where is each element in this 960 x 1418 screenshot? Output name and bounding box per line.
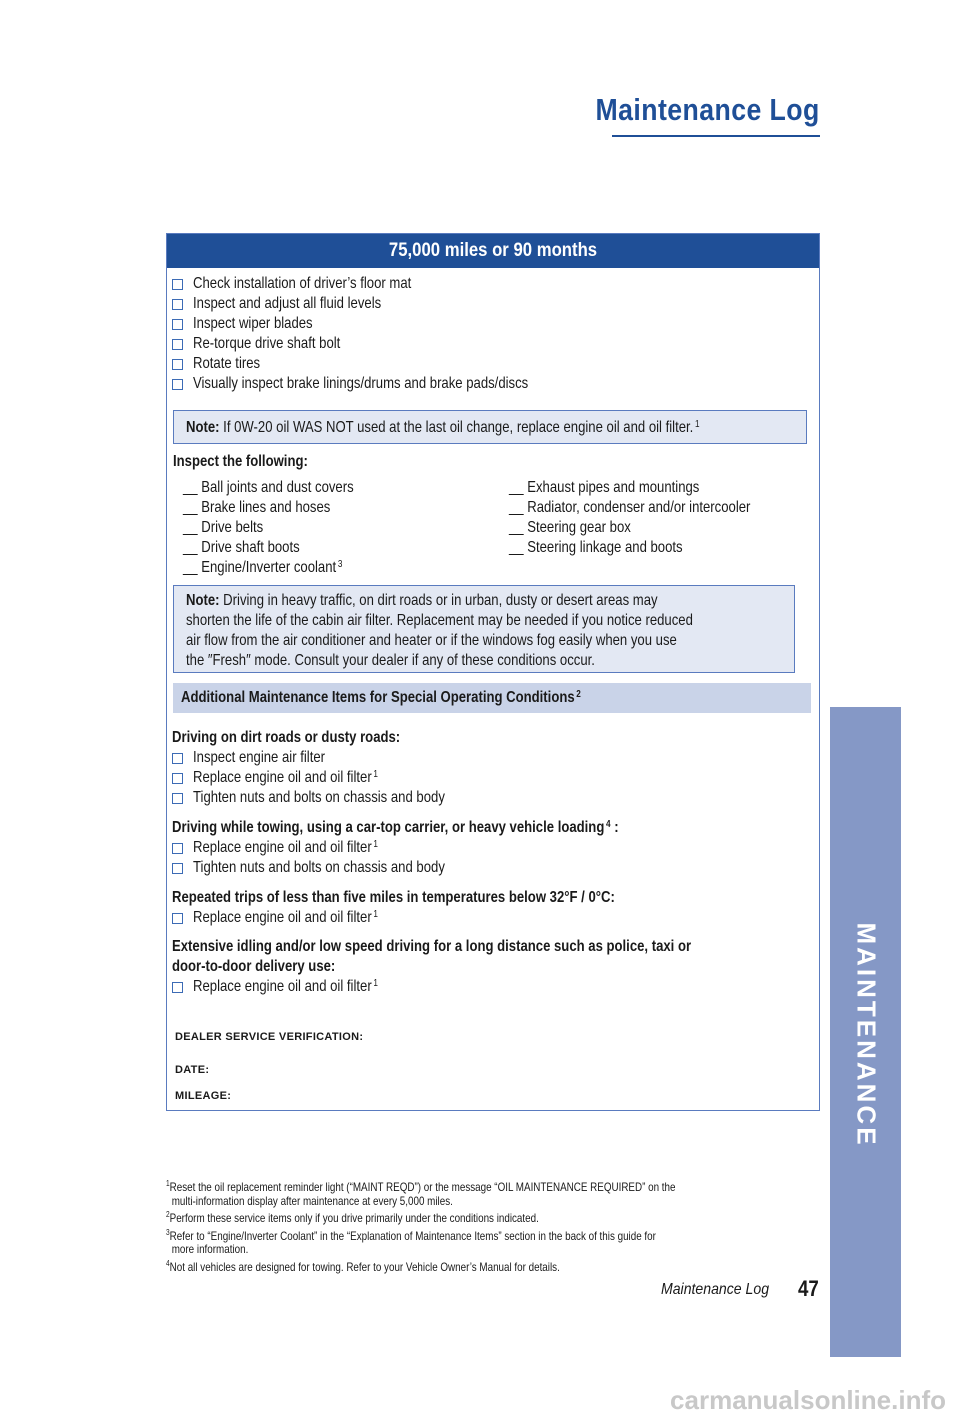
inspect-heading: Inspect the following: — [173, 453, 308, 470]
cabin-filter-note — [173, 585, 795, 673]
condition-heading: Driving on dirt roads or dusty roads: — [172, 729, 401, 746]
footnote-ref: 2 — [576, 689, 581, 700]
footnote-ref: 3 — [337, 559, 343, 570]
condition-item: Replace engine oil and oil filter — [193, 978, 372, 995]
footer-section-label: Maintenance Log — [661, 1281, 770, 1298]
inspect-item: __ Engine/Inverter coolant — [183, 559, 337, 576]
condition-item: Replace engine oil and oil filter — [193, 839, 372, 856]
condition-heading-tail: : — [610, 819, 619, 836]
note-text-line: Driving in heavy traffic, on dirt roads or in urban, dusty or desert areas may — [223, 592, 658, 609]
checklist-item-label: Visually inspect brake linings/drums and brake pads/discs — [193, 375, 529, 392]
inspect-item: __ Brake lines and hoses — [183, 499, 331, 516]
note-text: If 0W-20 oil WAS NOT used at the last oil change, replace engine oil and oil filter. — [223, 419, 694, 436]
checklist-item — [172, 334, 602, 354]
condition-item: Tighten nuts and bolts on chassis and body — [193, 859, 445, 876]
footnotes: $^1$Reset the oil replacement reminder light (“MAINT REQD”) or the message “OIL MAINTENANCE REQUIRED” on the multi-information display after maintenance at every 5,000 miles. $^2$Perform these service items only if you drive primarily under the conditions indicated. $^3$Refer to “Engine/Inverter Coolant” in the “Explanation of Maintenance Items” section in the back of this guide for more information. $^4$Not all vehicles are designed for towing. Refer to your Vehicle Owner’s Manual for details. — [166, 1179, 676, 1274]
checklist-item-label: Re-torque drive shaft bolt — [193, 335, 341, 352]
condition-item: Replace engine oil and oil filter — [193, 909, 372, 926]
footnote-ref: 1 — [373, 909, 378, 920]
inspect-item: __ Ball joints and dust covers — [183, 479, 354, 496]
checkbox[interactable] — [172, 319, 183, 330]
checklist-item-label: Check installation of driver’s floor mat — [193, 275, 412, 292]
checklist-item — [172, 374, 602, 394]
inspect-list-left — [183, 478, 391, 578]
interval-header — [167, 234, 819, 268]
interval-heading: 75,000 miles or 90 months — [388, 240, 598, 261]
inspect-item: __ Steering linkage and boots — [509, 539, 683, 556]
note-text-line: air flow from the air conditioner and heater or if the windows fog easily when you use — [186, 632, 677, 649]
note-label: Note: — [186, 592, 220, 609]
footnote-ref: 1 — [373, 839, 378, 850]
condition-item: Tighten nuts and bolts on chassis and body — [193, 789, 445, 806]
condition-heading-line2: door-to-door delivery use: — [172, 958, 336, 975]
checklist-item-label: Inspect wiper blades — [193, 315, 313, 332]
condition-heading: Extensive idling and/or low speed driving for a long distance such as police, taxi or — [172, 938, 692, 955]
checkbox[interactable] — [172, 793, 183, 804]
condition-item: Inspect engine air filter — [193, 749, 326, 766]
footnote-ref: 1 — [373, 769, 378, 780]
checkbox[interactable] — [172, 359, 183, 370]
mileage-label: MILEAGE: — [175, 1090, 232, 1102]
checkbox[interactable] — [172, 753, 183, 764]
checkbox[interactable] — [172, 339, 183, 350]
condition-item: Replace engine oil and oil filter — [193, 769, 372, 786]
special-conditions-heading: Additional Maintenance Items for Special Operating Conditions — [181, 689, 575, 706]
page-number: 47 — [798, 1276, 819, 1301]
footnote-text: Perform these service items only if you drive primarily under the conditions indicated. — [169, 1211, 539, 1225]
inspect-item: __ Steering gear box — [509, 519, 631, 536]
inspect-item: __ Drive belts — [183, 519, 264, 536]
inspect-item: __ Exhaust pipes and mountings — [509, 479, 700, 496]
footnote-text: Not all vehicles are designed for towing. Refer to your Vehicle Owner’s Manual for details. — [169, 1259, 560, 1274]
oil-note — [173, 410, 807, 444]
condition-heading: Repeated trips of less than five miles in temperatures below 32°F / 0°C: — [172, 889, 615, 906]
checklist-item-label: Rotate tires — [193, 355, 261, 372]
footnote-text: Reset the oil replacement reminder light (“MAINT REQD”) or the message “OIL MAINTENANCE REQUIRED” on the — [169, 1180, 676, 1194]
page-title: Maintenance Log — [595, 92, 820, 127]
checkbox[interactable] — [172, 843, 183, 854]
footnote-ref: 1 — [694, 419, 700, 430]
note-text-line: the ″Fresh″ mode. Consult your dealer if any of these conditions occur. — [186, 652, 595, 669]
checklist-item — [172, 274, 602, 294]
watermark: carmanualsonline.info — [670, 1385, 946, 1415]
condition-section — [172, 818, 717, 878]
footnote-ref: 4 — [605, 819, 611, 830]
section-side-tab-label: MAINTENANCE — [851, 922, 881, 1148]
checklist-item — [172, 314, 602, 334]
service-checklist — [172, 274, 602, 394]
footnote-text: Refer to “Engine/Inverter Coolant” in the “Explanation of Maintenance Items” section in the back of this guide for — [169, 1228, 656, 1243]
checklist-item-label: Inspect and adjust all fluid levels — [193, 295, 382, 312]
checkbox[interactable] — [172, 863, 183, 874]
condition-section — [172, 937, 805, 997]
condition-section — [172, 888, 712, 928]
footnote-ref: 1 — [373, 978, 378, 989]
condition-heading: Driving while towing, using a car-top carrier, or heavy vehicle loading — [172, 819, 605, 836]
special-conditions-banner — [173, 683, 811, 713]
date-label: DATE: — [175, 1064, 210, 1076]
maintenance-box — [166, 233, 820, 1111]
section-side-tab-label-wrap — [830, 920, 901, 1150]
checkbox[interactable] — [172, 913, 183, 924]
checkbox[interactable] — [172, 279, 183, 290]
inspect-item: __ Radiator, condenser and/or intercooler — [509, 499, 751, 516]
checkbox[interactable] — [172, 379, 183, 390]
checkbox[interactable] — [172, 982, 183, 993]
footnote-text: multi-information display after maintenance at every 5,000 miles. — [171, 1193, 453, 1208]
checklist-item — [172, 354, 602, 374]
checkbox[interactable] — [172, 299, 183, 310]
dealer-verification-label: DEALER SERVICE VERIFICATION: — [175, 1031, 364, 1043]
note-label: Note: — [186, 419, 220, 436]
title-rule — [612, 135, 820, 137]
condition-section — [172, 728, 500, 808]
inspect-list-right — [509, 478, 803, 558]
checkbox[interactable] — [172, 773, 183, 784]
note-text-line: shorten the life of the cabin air filter. Replacement may be needed if you notice reduced — [186, 612, 693, 629]
inspect-item: __ Drive shaft boots — [183, 539, 300, 556]
footnote-text: more information. — [171, 1242, 249, 1256]
checklist-item — [172, 294, 602, 314]
